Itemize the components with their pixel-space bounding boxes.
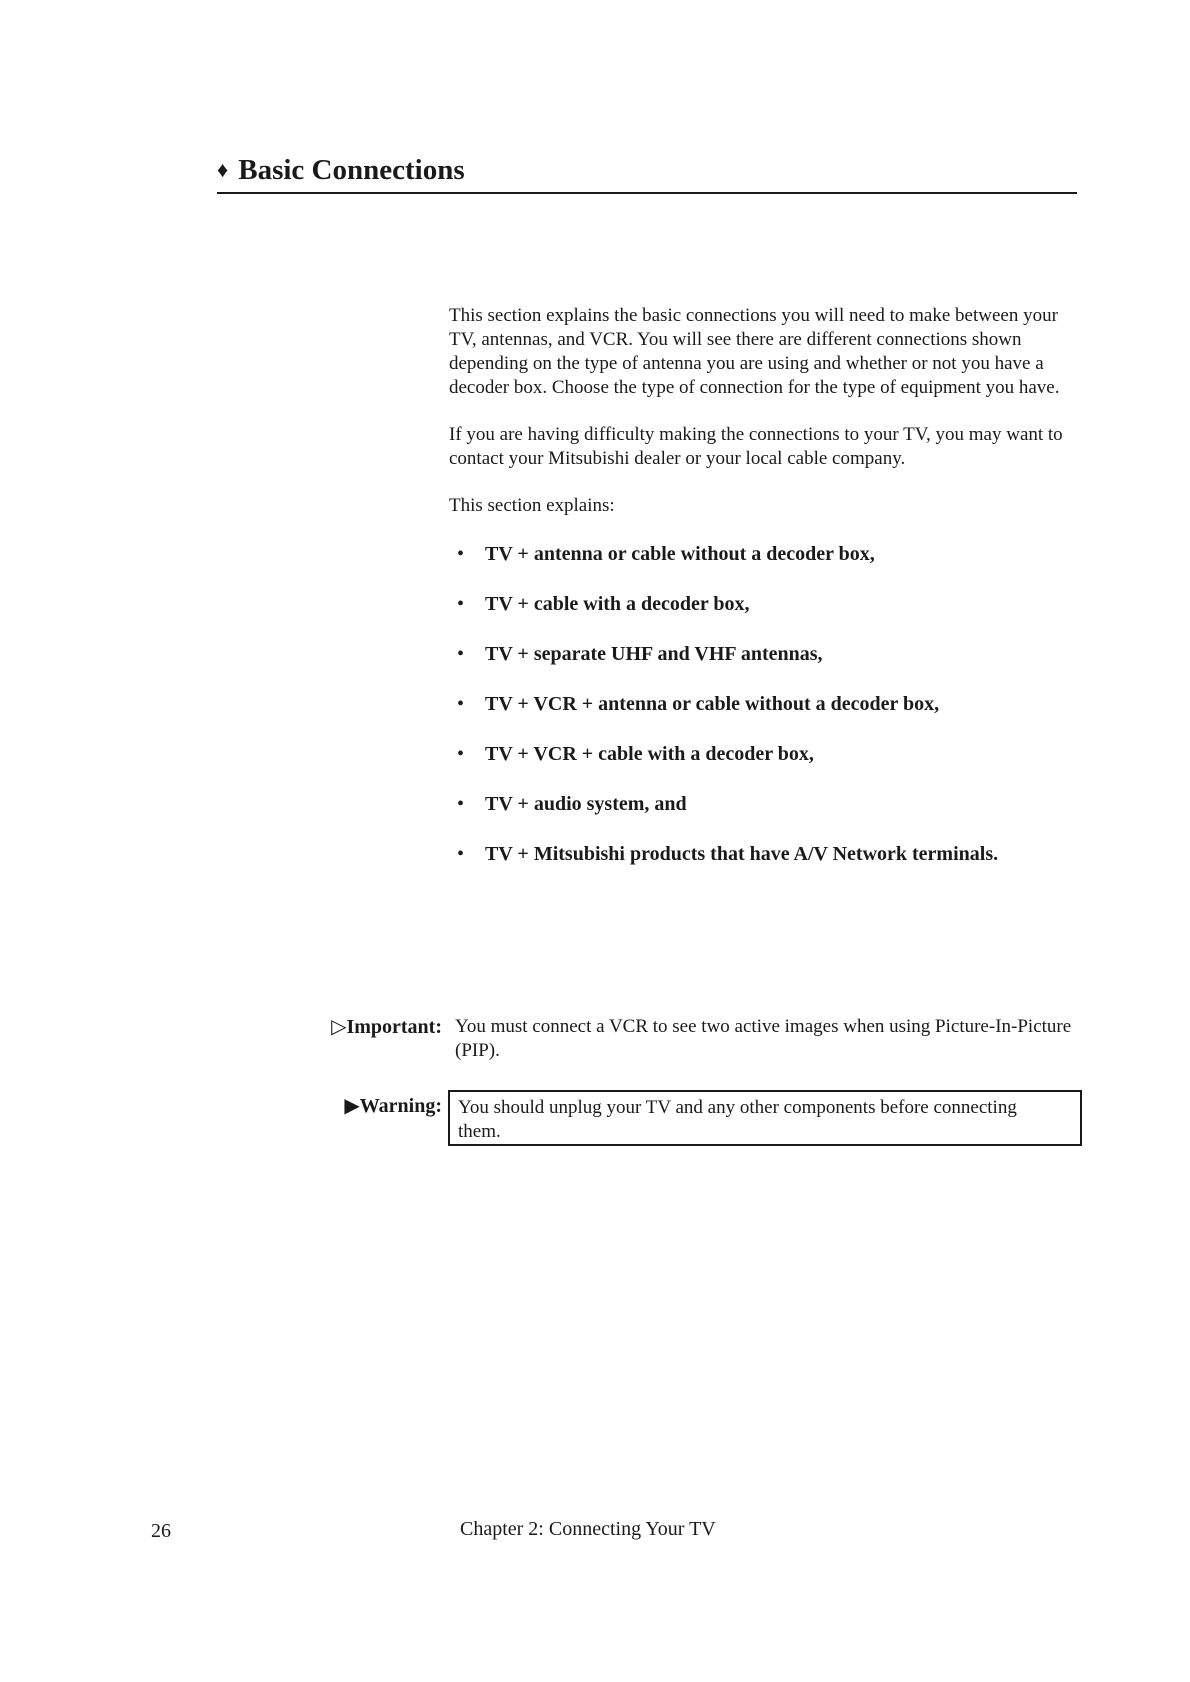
important-text: You must connect a VCR to see two active images when using Picture-In-Picture (PIP). xyxy=(455,1016,1072,1061)
bullet-icon: • xyxy=(457,543,465,565)
page-heading xyxy=(217,152,1077,194)
list-item xyxy=(449,691,1005,717)
list-item xyxy=(449,591,1005,617)
list-item xyxy=(449,791,1005,817)
heading-title: Basic Connections xyxy=(238,154,465,186)
warning-box xyxy=(448,1090,1082,1146)
list-item-text: TV + VCR + antenna or cable without a decoder box, xyxy=(485,693,940,715)
intro-paragraph: This section explains the basic connections you will need to make between your TV, antennas, and VCR. You will see there are different connections shown depending on the type of antenna you are using and whether or not you have a decoder box. Choose the type of connection for the type of equipment you have. xyxy=(449,305,1060,398)
bullet-icon: • xyxy=(457,693,465,715)
list-item xyxy=(449,541,1005,567)
important-label: ▷Important: xyxy=(331,1016,442,1038)
diamond-icon: ♦ xyxy=(217,157,229,182)
list-item-text: TV + separate UHF and VHF antennas, xyxy=(485,643,823,665)
connection-list xyxy=(449,541,1079,867)
warning-label: ▶Warning: xyxy=(344,1095,442,1117)
list-item-text: TV + cable with a decoder box, xyxy=(485,593,750,615)
bullet-icon: • xyxy=(457,743,465,765)
chapter-title: Chapter 2: Connecting Your TV xyxy=(460,1518,716,1540)
body-column xyxy=(449,304,1079,891)
page-number: 26 xyxy=(151,1520,171,1542)
intro-paragraph: If you are having difficulty making the connections to your TV, you may want to contact your Mitsubishi dealer or your local cable company. xyxy=(449,424,1063,469)
bullet-icon: • xyxy=(457,793,465,815)
bullet-icon: • xyxy=(457,843,465,865)
list-item-text: TV + antenna or cable without a decoder box, xyxy=(485,543,875,565)
list-item xyxy=(449,841,1005,867)
warning-text: You should unplug your TV and any other components before connecting them. xyxy=(458,1097,1017,1142)
list-item-text: TV + Mitsubishi products that have A/V Network terminals. xyxy=(485,843,999,865)
intro-paragraph: This section explains: xyxy=(449,495,615,516)
list-item xyxy=(449,741,1005,767)
bullet-icon: • xyxy=(457,643,465,665)
list-item-text: TV + VCR + cable with a decoder box, xyxy=(485,743,814,765)
list-item-text: TV + audio system, and xyxy=(485,793,687,815)
bullet-icon: • xyxy=(457,593,465,615)
list-item xyxy=(449,641,1005,667)
